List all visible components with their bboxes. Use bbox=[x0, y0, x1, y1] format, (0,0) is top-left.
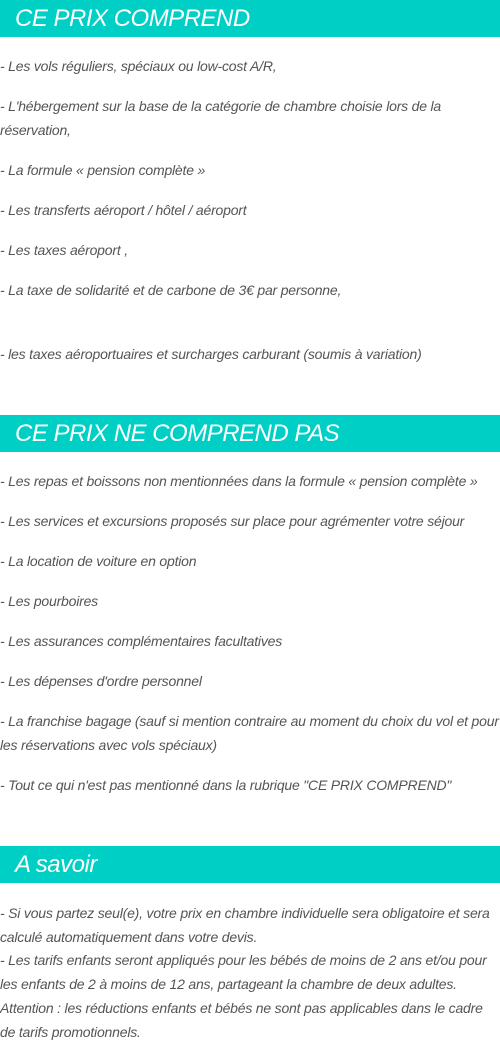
list-item: - Les vols réguliers, spéciaux ou low-cost A/R, bbox=[0, 58, 277, 74]
list-item: - Si vous partez seul(e), votre prix en chambre individuelle sera obligatoire et sera calculé automatiquement dans votre devis. bbox=[0, 905, 490, 945]
list-item: - Les pourboires bbox=[0, 593, 98, 609]
list-item: - Les dépenses d'ordre personnel bbox=[0, 673, 202, 689]
list-item: - les taxes aéroportuaires et surcharges carburant (soumis à variation) bbox=[0, 346, 422, 362]
list-item: - Les repas et boissons non mentionnées dans la formule « pension complète » bbox=[0, 473, 478, 489]
list-item: - La franchise bagage (sauf si mention contraire au moment du choix du vol et pour les réservations avec vols spéciaux) bbox=[0, 713, 499, 753]
list-item: - La formule « pension complète » bbox=[0, 162, 206, 178]
section-header-ce-prix-ne-comprend-pas: CE PRIX NE COMPREND PAS bbox=[0, 415, 500, 452]
list-item: - Les taxes aéroport , bbox=[0, 242, 128, 258]
list-item: - Les assurances complémentaires facultatives bbox=[0, 633, 283, 649]
section-header-a-savoir: A savoir bbox=[0, 846, 500, 883]
list-item: - Les tarifs enfants seront appliqués pour les bébés de moins de 2 ans et/ou pour les enfants de 2 à moins de 12 ans, partageant la chambre de deux adultes. bbox=[0, 952, 487, 992]
list-item: - La taxe de solidarité et de carbone de 3€ par personne, bbox=[0, 282, 342, 298]
list-item: Attention : les réductions enfants et bébés ne sont pas applicables dans le cadre de tarifs promotionnels. bbox=[0, 1000, 483, 1040]
section-header-ce-prix-comprend: CE PRIX COMPREND bbox=[0, 0, 500, 37]
list-item: - Les transferts aéroport / hôtel / aéroport bbox=[0, 202, 247, 218]
list-item: - La location de voiture en option bbox=[0, 553, 197, 569]
list-item: - Tout ce qui n'est pas mentionné dans la rubrique "CE PRIX COMPREND" bbox=[0, 777, 452, 793]
list-item: - L'hébergement sur la base de la catégorie de chambre choisie lors de la réservation, bbox=[0, 98, 442, 138]
list-item: - Les services et excursions proposés sur place pour agrémenter votre séjour bbox=[0, 513, 465, 529]
